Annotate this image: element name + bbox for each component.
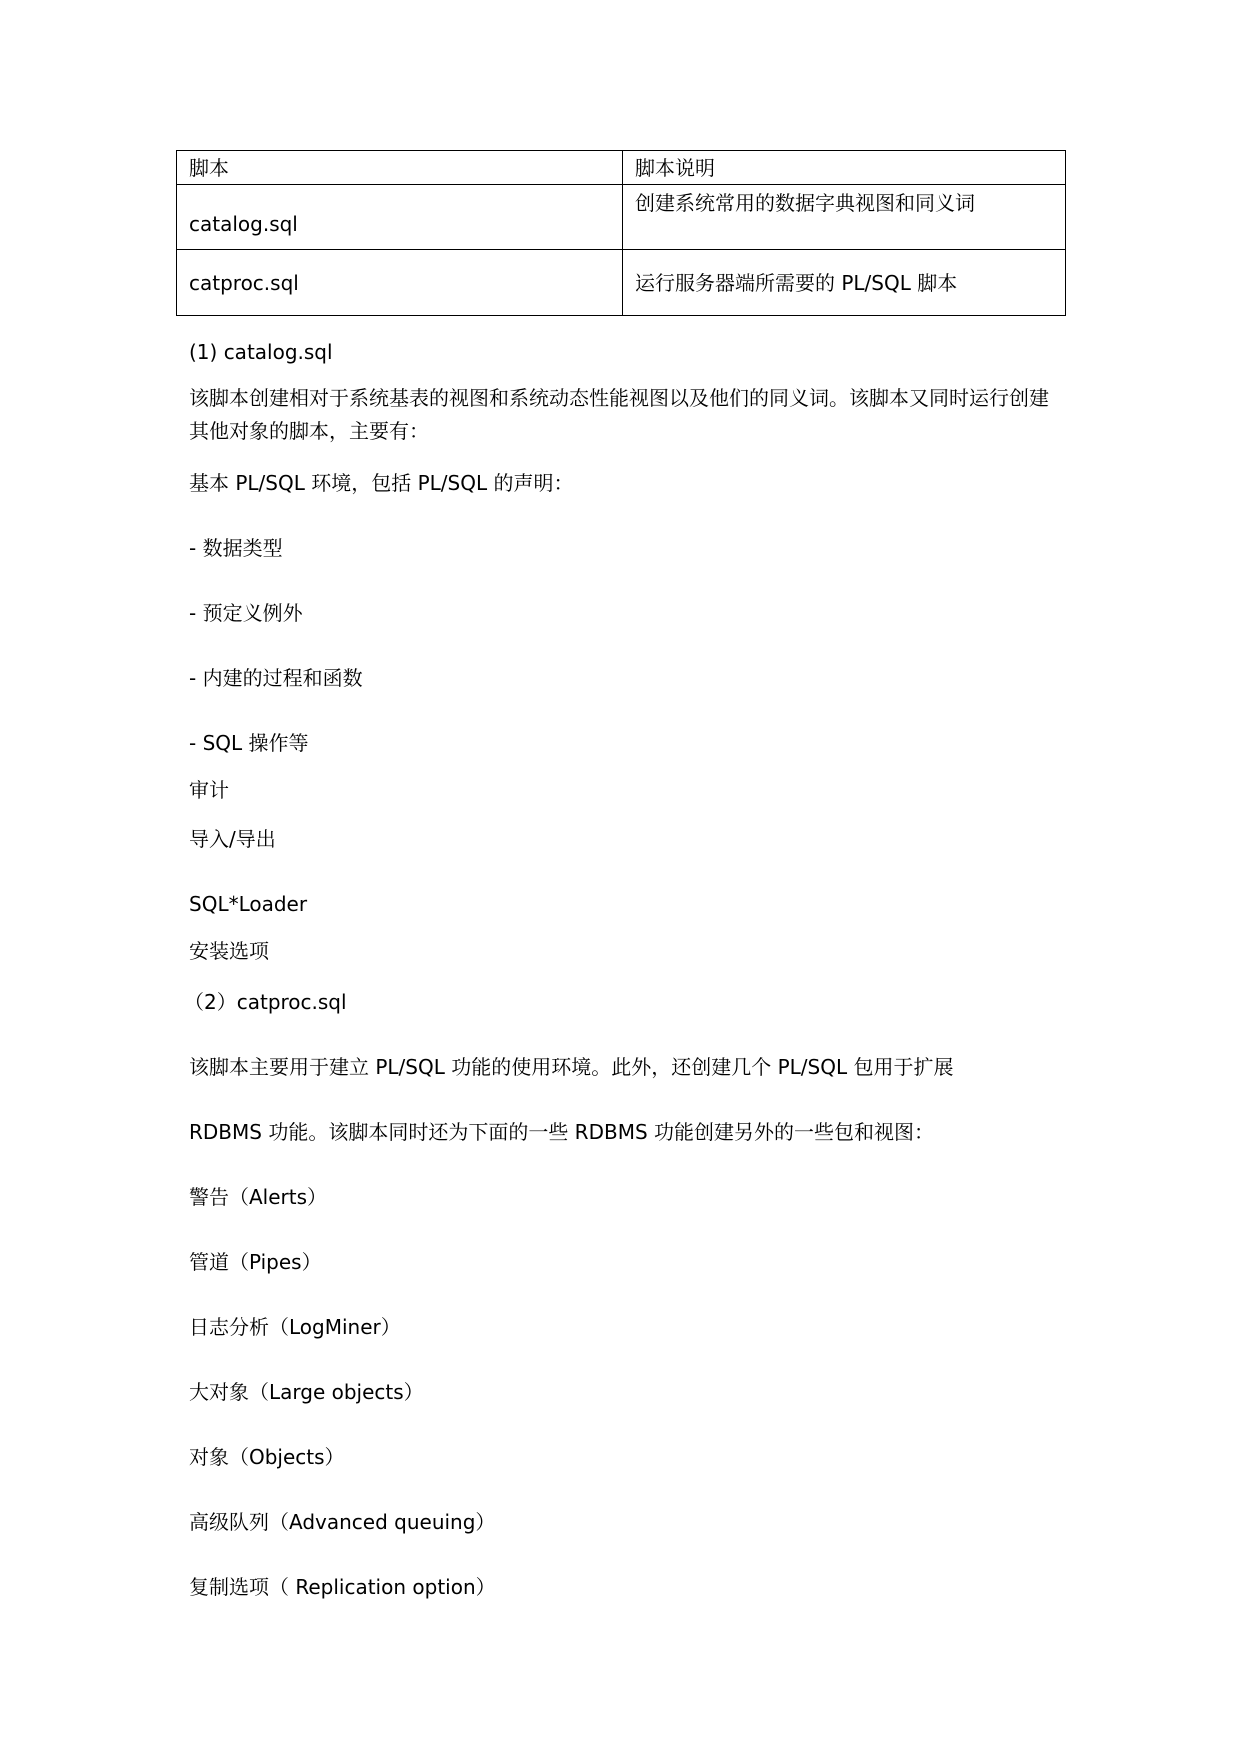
script-name: catproc.sql [177,250,623,316]
list-item: 审计 [189,778,229,802]
list-item: 复制选项（ Replication option） [189,1575,496,1599]
list-item: 高级队列（Advanced queuing） [189,1510,496,1534]
scripts-table [176,150,1066,316]
header-description: 脚本说明 [623,151,1066,185]
list-item: 对象（Objects） [189,1445,345,1469]
script-description: 运行服务器端所需要的 PL/SQL 脚本 [623,250,1066,316]
list-item: 导入/导出 [189,827,276,851]
table-row [177,185,1066,250]
section1-paragraph: 该脚本创建相对于系统基表的视图和系统动态性能视图以及他们的同义词。该脚本又同时运行创建其他对象的脚本，主要有： [189,386,1049,443]
section2-line2: RDBMS 功能。该脚本同时还为下面的一些 RDBMS 功能创建另外的一些包和视图： [189,1120,935,1144]
bullet-item: - 数据类型 [189,536,283,560]
list-item: 管道（Pipes） [189,1250,322,1274]
script-description: 创建系统常用的数据字典视图和同义词 [623,185,1066,250]
bullet-item: - SQL 操作等 [189,731,309,755]
list-item: 警告（Alerts） [189,1185,328,1209]
list-item: 大对象（Large objects） [189,1380,424,1404]
table-header-row [177,151,1066,185]
table-row [177,250,1066,316]
list-item: 安装选项 [189,939,269,963]
section1-heading: (1) catalog.sql [189,340,333,364]
section2-heading: （2）catproc.sql [184,990,347,1014]
bullet-item: - 预定义例外 [189,601,303,625]
header-script: 脚本 [177,151,623,185]
script-name: catalog.sql [177,185,623,250]
section1-env-line: 基本 PL/SQL 环境，包括 PL/SQL 的声明： [189,471,574,495]
list-item: SQL*Loader [189,892,308,916]
list-item: 日志分析（LogMiner） [189,1315,401,1339]
section2-line1: 该脚本主要用于建立 PL/SQL 功能的使用环境。此外，还创建几个 PL/SQL 包用于扩展 [189,1055,954,1079]
bullet-item: - 内建的过程和函数 [189,666,363,690]
